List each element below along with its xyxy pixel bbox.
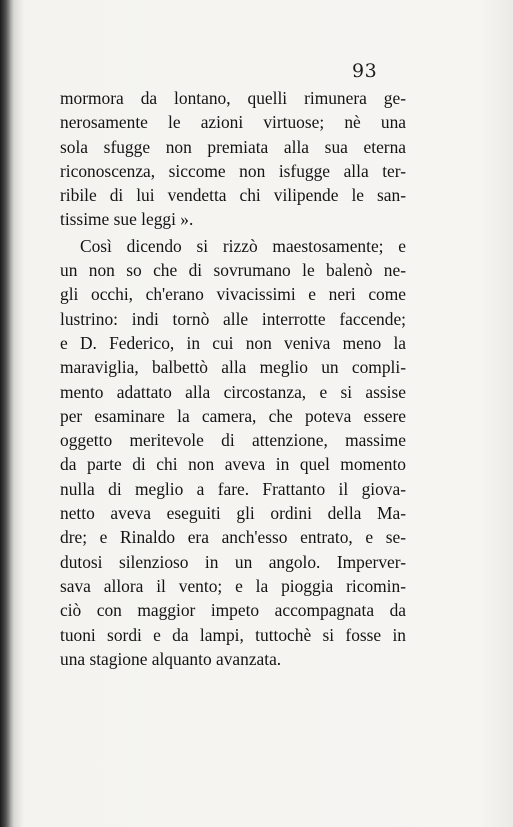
text-line: sola sfugge non premiata alla sua eterna [60, 136, 406, 157]
text-line: ciò con maggior impeto accompagnata da [60, 600, 406, 621]
text-line: tuoni sordi e da lampi, tuttochè si fosse in [60, 624, 406, 645]
text-line: da parte di chi non aveva in quel momento [60, 454, 406, 475]
text-line: e D. Federico, in cui non veniva meno la [60, 332, 406, 353]
text-line: dre; e Rinaldo era anch'esso entrato, e se- [60, 527, 406, 548]
text-line: nulla di meglio a fare. Frattanto il giova- [60, 478, 406, 499]
text-line: maraviglia, balbettò alla meglio un compli- [60, 357, 406, 378]
text-line: una stagione alquanto avanzata. [60, 648, 282, 669]
text-line: oggetto meritevole di attenzione, massime [60, 430, 406, 451]
text-line: mormora da lontano, quelli rimunera ge- [60, 88, 406, 108]
text-line: per esaminare la camera, che poteva essere [60, 405, 406, 426]
book-gutter [0, 0, 10, 827]
text-line: riconoscenza, siccome non isfugge alla ter- [60, 160, 406, 181]
text-line: dutosi silenzioso in un angolo. Imperver- [60, 551, 406, 572]
text-line: mento adattato alla circostanza, e si assise [60, 381, 406, 402]
text-line: un non so che di sovrumano le balenò ne- [60, 260, 406, 281]
paragraph-2 [60, 234, 406, 671]
text-line: nerosamente le azioni virtuose; nè una [60, 112, 406, 133]
text-line: ribile di lui vendetta chi vilipende le san- [60, 185, 406, 206]
text-line: sava allora il vento; e la pioggia ricomin- [60, 575, 406, 596]
text-line: tissime sue leggi ». [60, 209, 194, 230]
text-line: lustrino: indi tornò alle interrotte faccende; [60, 308, 406, 329]
paragraph-1 [60, 86, 406, 232]
page-number: 93 [352, 60, 378, 82]
text-line: netto aveva eseguiti gli ordini della Ma- [60, 503, 406, 524]
text-line: Così dicendo si rizzò maestosamente; e [80, 235, 406, 256]
body-text [60, 86, 406, 671]
text-line: gli occhi, ch'erano vivacissimi e neri come [60, 284, 406, 305]
